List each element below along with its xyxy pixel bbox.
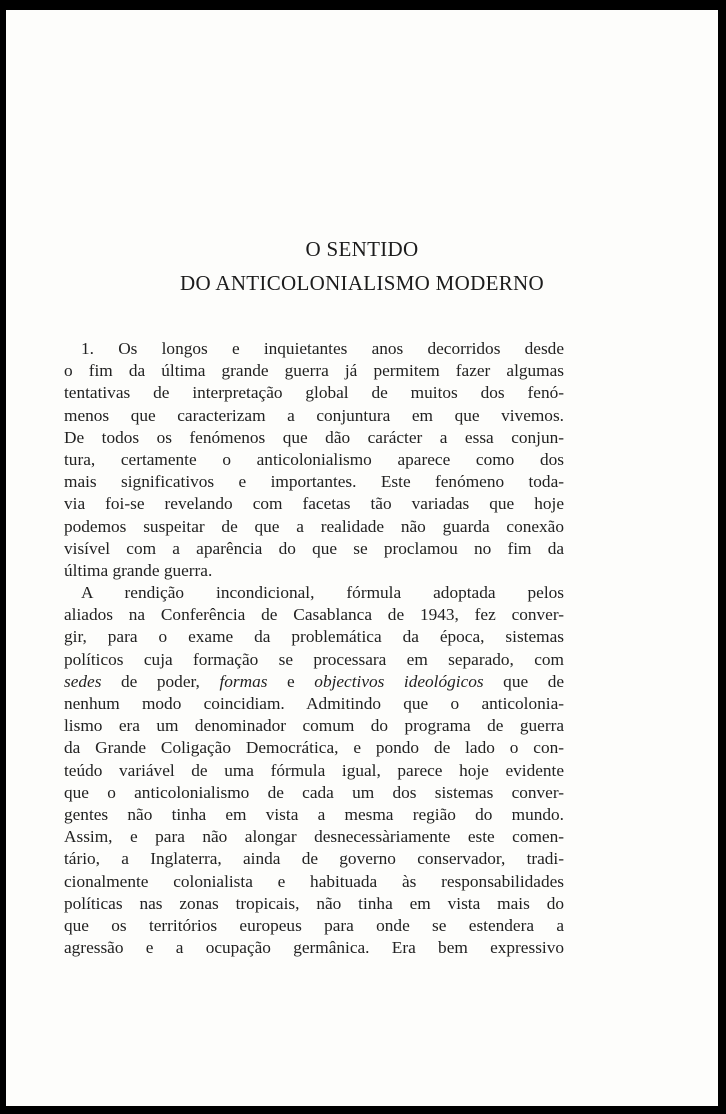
text-line: gentes não tinha em vista a mesma região do mundo. — [64, 804, 564, 824]
text-line: tário, a Inglaterra, ainda de governo conservador, tradi- — [64, 849, 564, 869]
text-fragment: de poder, — [101, 671, 220, 691]
text-line: que os territórios europeus para onde se estendera a — [64, 915, 564, 935]
title-line-1: O SENTIDO — [305, 237, 419, 261]
text-line: Assim, e para não alongar desnecessàriamente este comen- — [64, 827, 564, 847]
text-line: agressão e a ocupação germânica. Era bem expressivo — [64, 938, 564, 958]
italic-term: objectivos ideológicos — [314, 671, 484, 691]
document-page — [6, 10, 718, 1106]
text-line: A rendição incondicional, fórmula adoptada pelos — [81, 583, 564, 603]
text-line: aliados na Conferência de Casablanca de 1943, fez conver- — [64, 605, 564, 625]
text-line: nenhum modo coincidiam. Admitindo que o anticolonia- — [64, 694, 564, 713]
text-line-mixed — [64, 671, 564, 693]
text-line: da Grande Coligação Democrática, e pondo de lado o con- — [64, 738, 564, 758]
text-line: visível com a aparência do que se proclamou no fim da — [64, 538, 564, 558]
body-text — [64, 338, 564, 959]
text-line: que o anticolonialismo de cada um dos sistemas conver- — [64, 782, 564, 802]
text-line: políticos cuja formação se processara em separado, com — [64, 649, 564, 669]
text-line: 1. Os longos e inquietantes anos decorridos desde — [81, 339, 564, 358]
text-line: mais significativos e importantes. Este fenómeno toda- — [64, 472, 564, 492]
text-line: o fim da última grande guerra já permitem fazer algumas — [64, 361, 564, 381]
text-fragment: que de — [483, 671, 565, 691]
text-line: tentativas de interpretação global de muitos dos fenó- — [64, 383, 564, 403]
text-line: De todos os fenómenos que dão carácter a essa conjun- — [64, 427, 564, 447]
text-line: gir, para o exame da problemática da época, sistemas — [64, 627, 564, 647]
paragraph-2 — [64, 582, 564, 959]
title-line-2: DO ANTICOLONIALISMO MODERNO — [180, 271, 544, 295]
text-line: menos que caracterizam a conjuntura em que vivemos. — [64, 405, 564, 425]
italic-term: formas — [219, 671, 268, 691]
italic-term: sedes — [64, 671, 102, 691]
text-line: última grande guerra. — [64, 560, 213, 580]
text-line: teúdo variável de uma fórmula igual, parece hoje evidente — [64, 760, 564, 780]
text-fragment: e — [267, 671, 315, 691]
paragraph-1 — [64, 338, 564, 582]
text-line: tura, certamente o anticolonialismo aparece como dos — [64, 449, 564, 469]
text-line: políticas nas zonas tropicais, não tinha em vista mais do — [64, 893, 564, 913]
text-line: cionalmente colonialista e habituada às responsabilidades — [64, 871, 564, 891]
text-line: lismo era um denominador comum do programa de guerra — [64, 716, 564, 736]
text-line: podemos suspeitar de que a realidade não guarda conexão — [64, 516, 564, 536]
text-line: via foi-se revelando com facetas tão variadas que hoje — [64, 494, 564, 514]
